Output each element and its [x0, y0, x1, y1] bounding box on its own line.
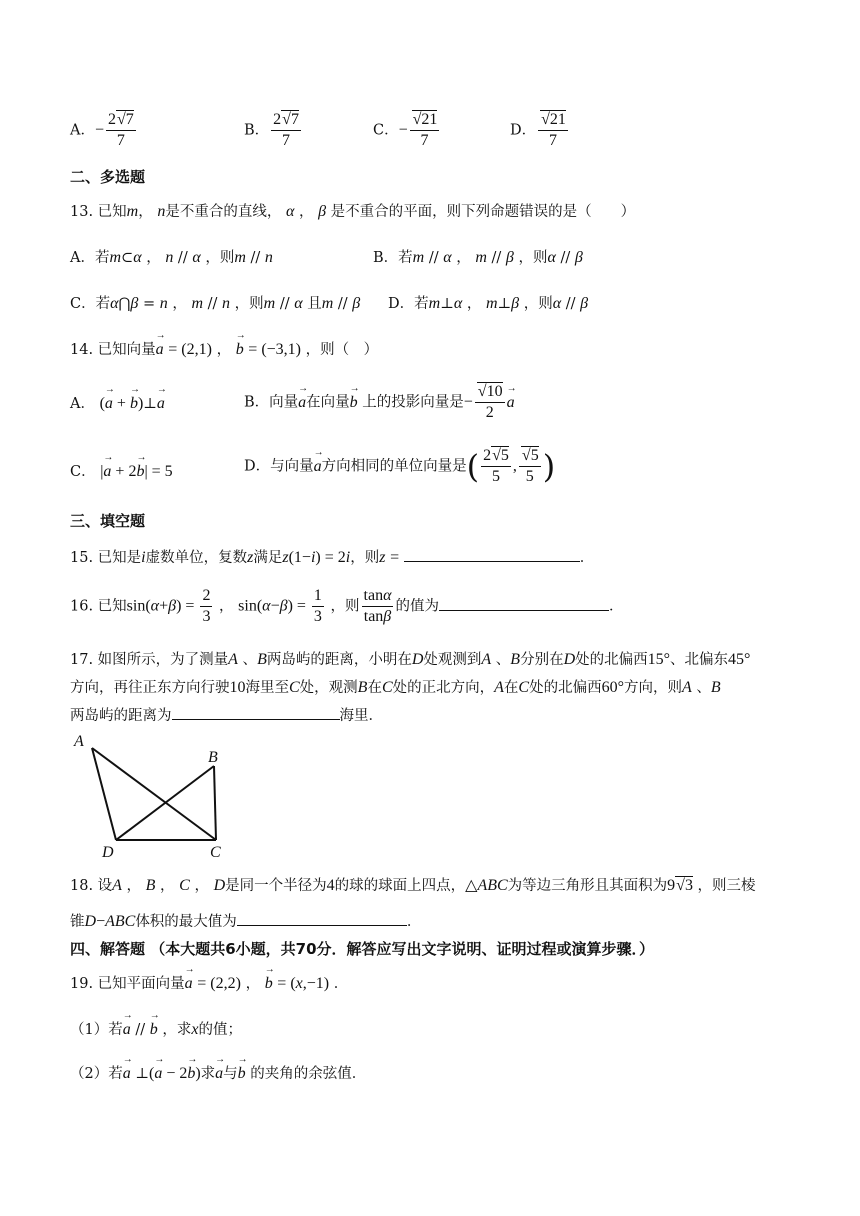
- answer-blank[interactable]: [237, 911, 407, 926]
- question-14-option-d: D．与向量→ a方向相同的单位向量是( $\frac{2√5}{5}$ , $\frac{√5}{5}$ ): [244, 446, 555, 487]
- section-heading-fill-in: 三、填空题: [70, 512, 146, 530]
- figure-label-a: A: [74, 733, 84, 750]
- question-19-part-1: （1）若→ a // → b ，求x的值；: [70, 1018, 242, 1039]
- question-13-stem: 13. 已知m， n是不重合的直线， α ， β 是不重合的平面，则下列命题错误的是（ ）: [70, 203, 636, 220]
- question-14-option-b: B．向量→ a在向量→ b 上的投影向量是− $\frac{√10}{2}$ → a: [244, 382, 515, 423]
- question-19-part-2: （2）若→ a ⊥(→ a − 2→ b)求→ a与→ b 的夹角的余弦值．: [70, 1062, 366, 1083]
- question-17-line-1: 17. 如图所示，为了测量A 、B两岛屿的距离，小明在D处观测到A 、B分别在D处的北偏西15°、北偏东45°: [70, 651, 751, 668]
- question-13-option-d: D．若m⊥α ， m⊥β ，则α // β: [388, 295, 589, 312]
- question-18-line-1: 18. 设A ， B ， C ， D是同一个半径为4的球的球面上四点，△ABC为等边三角形且其面积为9√3 ，则三棱: [70, 877, 756, 894]
- figure-label-d: D: [102, 844, 114, 860]
- q12-option-a: A．− $\frac{2√7}{7}$: [70, 111, 134, 149]
- question-13-option-c: C．若α⋂β = n ， m // n ，则m // α 且m // β: [70, 295, 361, 312]
- q12-option-b: B． $\frac{2√7}{7}$: [244, 111, 299, 149]
- question-13-option-b: B．若m // α ， m // β ，则α // β: [373, 249, 583, 266]
- question-14-option-c: C． |→ a + 2→ b| = 5: [70, 460, 173, 481]
- q12-option-d: D． $\frac{√21}{7}$: [510, 111, 566, 149]
- question-13-option-a: A．若m⊂α ， n // α ，则m // n: [70, 249, 273, 266]
- question-17-figure: [70, 730, 240, 860]
- answer-blank[interactable]: [404, 547, 580, 562]
- question-14-stem: 14. 已知向量→ a = (2,1) ， → b = (−3,1) ，则（ ）: [70, 338, 378, 359]
- q12-option-c: C．− $\frac{√21}{7}$: [373, 111, 438, 149]
- section-heading-solutions: 四、解答题 （本大题共6小题，共70分．解答应写出文字说明、证明过程或演算步骤．）: [70, 940, 655, 958]
- question-18-line-2: 锥D−ABC体积的最大值为 ．: [70, 913, 422, 930]
- section-heading-multiple-choice: 二、多选题: [70, 168, 146, 186]
- question-15: 15. 已知是i虚数单位，复数z满足z(1−i) = 2i，则z = ．: [70, 549, 595, 566]
- answer-blank[interactable]: [439, 596, 609, 611]
- figure-label-c: C: [210, 844, 221, 860]
- question-17-line-2: 方向，再往正东方向行驶10海里至C处，观测B在C处的正北方向，A在C处的北偏西60°方向，则A 、B: [70, 679, 721, 696]
- question-14-option-a: A． (→ a + → b)⊥→ a: [70, 392, 165, 413]
- question-19-stem: 19. 已知平面向量→ a = (2,2) ， → b = (x,−1) ．: [70, 972, 348, 993]
- answer-blank[interactable]: [172, 705, 340, 720]
- figure-label-b: B: [208, 749, 218, 766]
- question-16: 16. 已知sin(α+β) = $\frac{2}{3}$ ， sin(α−β) = $\frac{1}{3}$ ，则 $\frac{\tan\alpha}{\tan\beta}$ 的值为 ．: [70, 587, 624, 625]
- question-17-line-3: 两岛屿的距离为 海里．: [70, 704, 383, 725]
